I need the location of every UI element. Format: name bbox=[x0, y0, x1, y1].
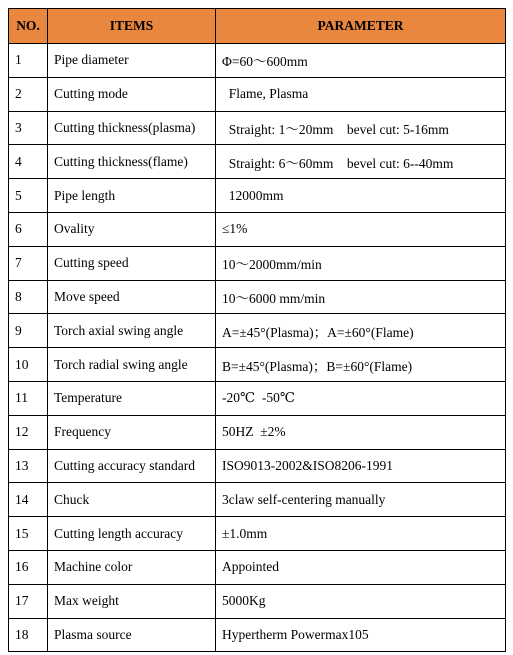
row-number: 15 bbox=[9, 517, 48, 551]
table-row bbox=[9, 415, 506, 449]
header-row bbox=[9, 9, 506, 44]
row-parameter: 50HZ ±2% bbox=[216, 415, 506, 449]
row-number: 8 bbox=[9, 280, 48, 314]
table-row bbox=[9, 618, 506, 652]
row-parameter: Straight: 6～60mm bevel cut: 6--40mm bbox=[216, 145, 506, 179]
table-row bbox=[9, 280, 506, 314]
row-parameter: Straight: 1～20mm bevel cut: 5-16mm bbox=[216, 111, 506, 145]
row-number: 17 bbox=[9, 584, 48, 618]
header-parameter: PARAMETER bbox=[216, 9, 506, 44]
table-row bbox=[9, 145, 506, 179]
row-number: 3 bbox=[9, 111, 48, 145]
row-item: Cutting speed bbox=[48, 246, 216, 280]
row-number: 6 bbox=[9, 212, 48, 246]
table-row bbox=[9, 314, 506, 348]
table-row bbox=[9, 517, 506, 551]
row-parameter: 12000mm bbox=[216, 179, 506, 213]
row-item: Cutting mode bbox=[48, 77, 216, 111]
row-item: Plasma source bbox=[48, 618, 216, 652]
table-row bbox=[9, 77, 506, 111]
row-item: Max weight bbox=[48, 584, 216, 618]
row-number: 9 bbox=[9, 314, 48, 348]
table-row bbox=[9, 246, 506, 280]
row-parameter: A=±45°(Plasma)；A=±60°(Flame) bbox=[216, 314, 506, 348]
table-row bbox=[9, 111, 506, 145]
row-number: 18 bbox=[9, 618, 48, 652]
table-row bbox=[9, 44, 506, 78]
row-parameter: ≤1% bbox=[216, 212, 506, 246]
parameter-table bbox=[8, 8, 506, 652]
row-number: 5 bbox=[9, 179, 48, 213]
row-item: Torch radial swing angle bbox=[48, 348, 216, 382]
row-number: 11 bbox=[9, 381, 48, 415]
row-number: 7 bbox=[9, 246, 48, 280]
row-parameter: Φ=60～600mm bbox=[216, 44, 506, 78]
table-row bbox=[9, 550, 506, 584]
table-row bbox=[9, 179, 506, 213]
row-parameter: Flame, Plasma bbox=[216, 77, 506, 111]
row-item: Cutting thickness(plasma) bbox=[48, 111, 216, 145]
row-number: 14 bbox=[9, 483, 48, 517]
row-number: 10 bbox=[9, 348, 48, 382]
row-parameter: ±1.0mm bbox=[216, 517, 506, 551]
table-row bbox=[9, 212, 506, 246]
row-parameter: -20℃ -50℃ bbox=[216, 381, 506, 415]
header-no: NO. bbox=[9, 9, 48, 44]
row-item: Ovality bbox=[48, 212, 216, 246]
row-number: 12 bbox=[9, 415, 48, 449]
row-item: Torch axial swing angle bbox=[48, 314, 216, 348]
row-item: Frequency bbox=[48, 415, 216, 449]
row-number: 2 bbox=[9, 77, 48, 111]
row-item: Cutting length accuracy bbox=[48, 517, 216, 551]
row-item: Temperature bbox=[48, 381, 216, 415]
row-number: 16 bbox=[9, 550, 48, 584]
row-parameter: ISO9013-2002&ISO8206-1991 bbox=[216, 449, 506, 483]
row-number: 4 bbox=[9, 145, 48, 179]
row-item: Pipe diameter bbox=[48, 44, 216, 78]
row-parameter: 10～2000mm/min bbox=[216, 246, 506, 280]
row-item: Pipe length bbox=[48, 179, 216, 213]
header-items: ITEMS bbox=[48, 9, 216, 44]
table-row bbox=[9, 449, 506, 483]
row-parameter: Appointed bbox=[216, 550, 506, 584]
row-item: Machine color bbox=[48, 550, 216, 584]
row-parameter: B=±45°(Plasma)；B=±60°(Flame) bbox=[216, 348, 506, 382]
row-parameter: 5000Kg bbox=[216, 584, 506, 618]
row-item: Cutting thickness(flame) bbox=[48, 145, 216, 179]
spec-sheet bbox=[8, 8, 506, 652]
row-parameter: 3claw self-centering manually bbox=[216, 483, 506, 517]
row-number: 1 bbox=[9, 44, 48, 78]
row-item: Move speed bbox=[48, 280, 216, 314]
table-body bbox=[9, 44, 506, 652]
row-item: Cutting accuracy standard bbox=[48, 449, 216, 483]
table-row bbox=[9, 381, 506, 415]
row-number: 13 bbox=[9, 449, 48, 483]
row-parameter: 10～6000 mm/min bbox=[216, 280, 506, 314]
table-row bbox=[9, 584, 506, 618]
table-row bbox=[9, 348, 506, 382]
table-row bbox=[9, 483, 506, 517]
row-parameter: Hypertherm Powermax105 bbox=[216, 618, 506, 652]
row-item: Chuck bbox=[48, 483, 216, 517]
